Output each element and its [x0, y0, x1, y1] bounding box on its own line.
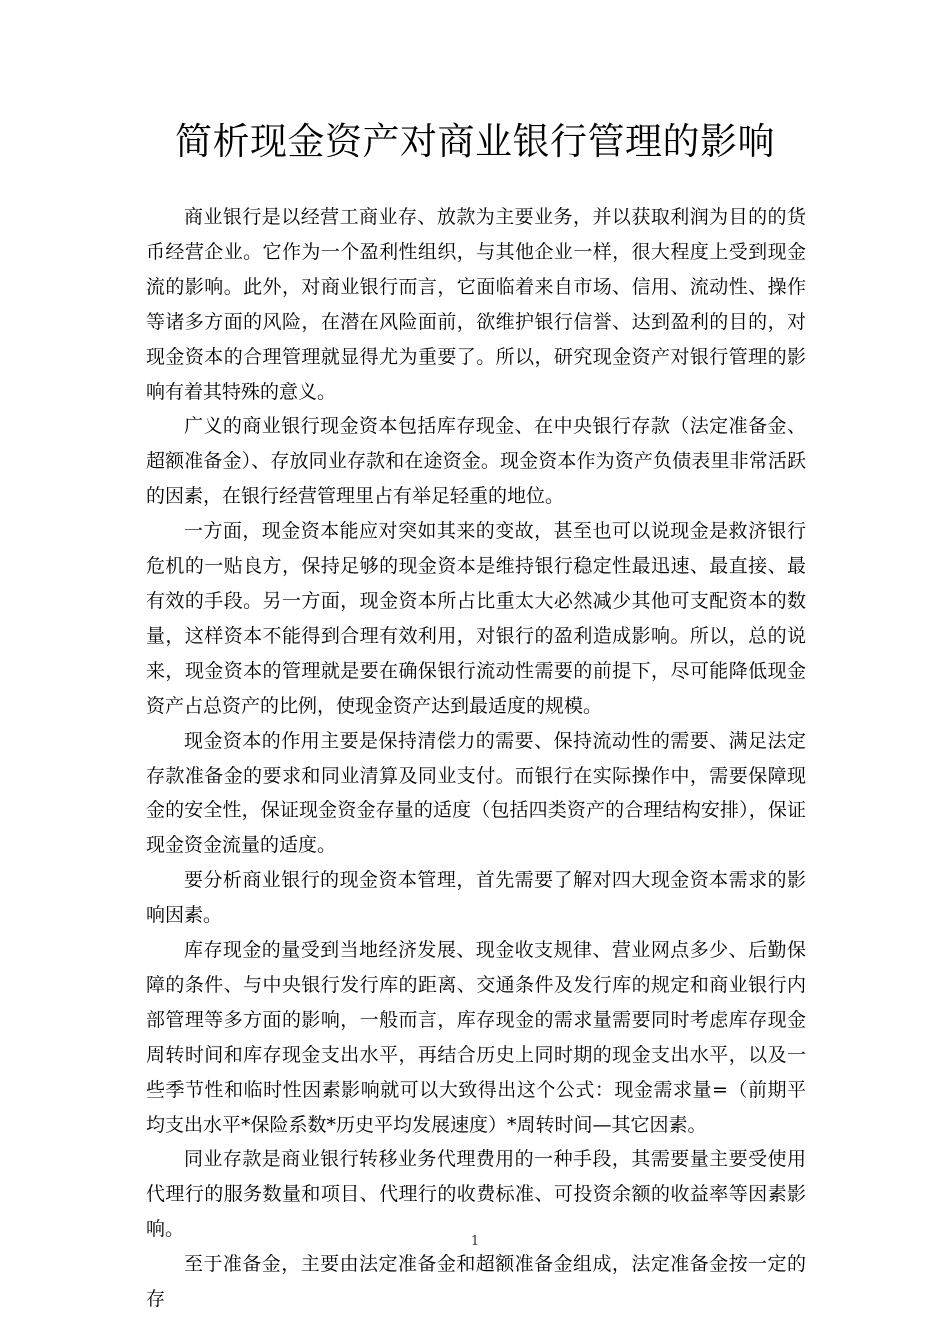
document-body: [146, 200, 806, 1317]
document-title: 简析现金资产对商业银行管理的影响: [175, 120, 775, 163]
paragraph: 商业银行是以经营工商业存、放款为主要业务，并以获取利润为目的的货币经营企业。它作为一个盈利性组织，与其他企业一样，很大程度上受到现金流的影响。此外，对商业银行而言，它面临着来自市场、信用、流动性、操作等诸多方面的风险，在潜在风险面前，欲维护银行信誉、达到盈利的目的，对现金资本的合理管理就显得尤为重要了。所以，研究现金资产对银行管理的影响有着其特殊的意义。: [146, 206, 806, 403]
paragraph: 至于准备金，主要由法定准备金和超额准备金组成，法定准备金按一定的存: [146, 1253, 806, 1311]
paragraph: 广义的商业银行现金资本包括库存现金、在中央银行存款（法定准备金、超额准备金）、存放同业存款和在途资金。现金资本作为资产负债表里非常活跃的因素，在银行经营管理里占有举足轻重的地位。: [146, 415, 806, 508]
paragraph: 现金资本的作用主要是保持清偿力的需要、保持流动性的需要、满足法定存款准备金的要求和同业清算及同业支付。而银行在实际操作中，需要保障现金的安全性，保证现金资金存量的适度（包括四类资产的合理结构安排），保证现金资金流量的适度。: [146, 729, 806, 857]
paragraph: 要分析商业银行的现金资本管理，首先需要了解对四大现金资本需求的影响因素。: [146, 869, 806, 927]
paragraph: 库存现金的量受到当地经济发展、现金收支规律、营业网点多少、后勤保障的条件、与中央银行发行库的距离、交通条件及发行库的规定和商业银行内部管理等多方面的影响，一般而言，库存现金的需求量需要同时考虑库存现金周转时间和库存现金支出水平，再结合历史上同时期的现金支出水平，以及一些季节性和临时性因素影响就可以大致得出这个公式：现金需求量=（前期平均支出水平*保险系数*历史平均发展速度）*周转时间—其它因素。: [146, 939, 806, 1136]
paragraph: 一方面，现金资本能应对突如其来的变故，甚至也可以说现金是救济银行危机的一贴良方，保持足够的现金资本是维持银行稳定性最迅速、最直接、最有效的手段。另一方面，现金资本所占比重太大必然减少其他可支配资本的数量，这样资本不能得到合理有效利用，对银行的盈利造成影响。所以，总的说来，现金资本的管理就是要在确保银行流动性需要的前提下，尽可能降低现金资产占总资产的比例，使现金资产达到最适度的规模。: [146, 520, 806, 717]
page-number: 1: [470, 1234, 480, 1249]
paragraph: 同业存款是商业银行转移业务代理费用的一种手段，其需要量主要受使用代理行的服务数量和项目、代理行的收费标准、可投资余额的收益率等因素影响。: [146, 1148, 806, 1241]
